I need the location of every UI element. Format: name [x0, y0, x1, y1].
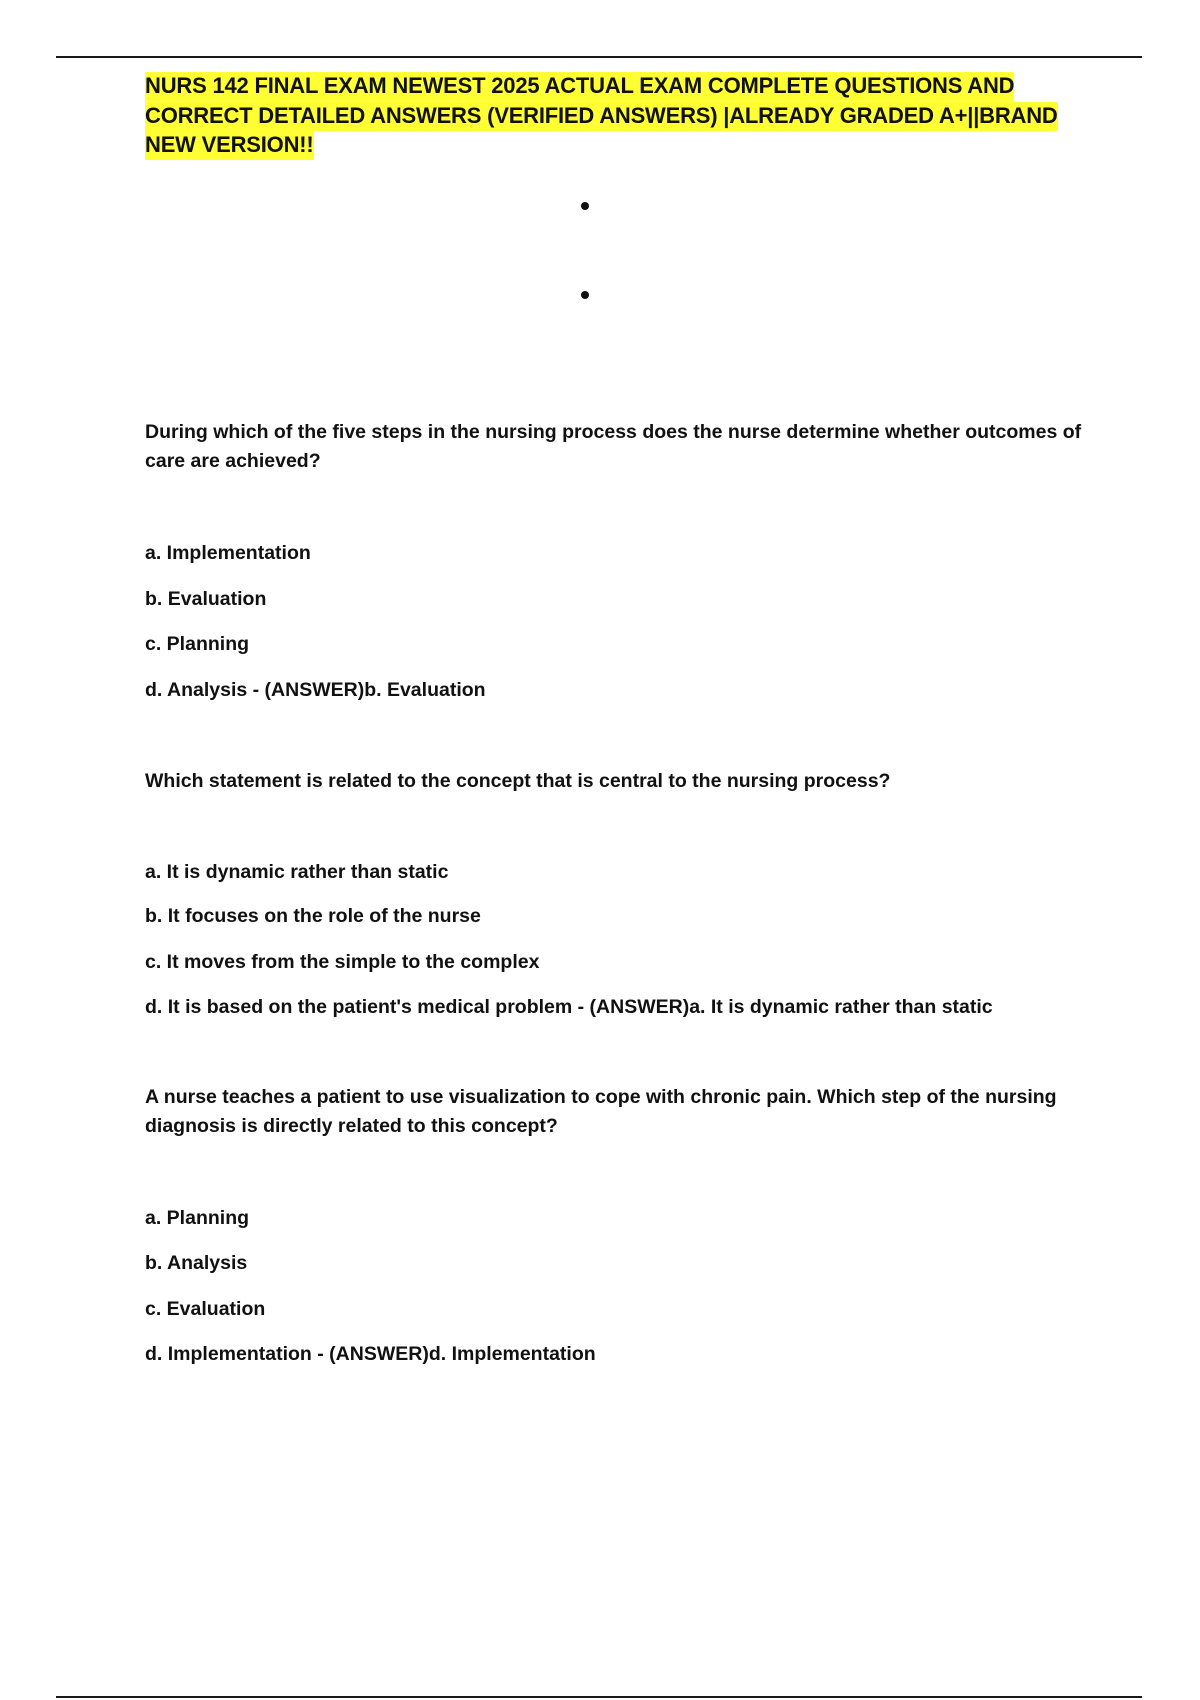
bullet-point-2	[581, 291, 589, 299]
document-title	[145, 71, 1075, 160]
question-2-option-d-answer: d. It is based on the patient's medical problem - (ANSWER)a. It is dynamic rather than static	[145, 996, 993, 1018]
question-2-option-c: c. It moves from the simple to the complex	[145, 951, 540, 973]
top-rule	[56, 56, 1142, 58]
question-1-option-a: a. Implementation	[145, 542, 311, 564]
question-3-option-c: c. Evaluation	[145, 1298, 266, 1320]
question-3-option-b: b. Analysis	[145, 1252, 248, 1274]
question-1-option-d-answer: d. Analysis - (ANSWER)b. Evaluation	[145, 679, 486, 701]
bullet-point-1	[581, 202, 589, 210]
question-3-text: A nurse teaches a patient to use visualization to cope with chronic pain. Which step of the nursing diagnosis is directly related to this concept?	[145, 1086, 1057, 1137]
question-3-option-a: a. Planning	[145, 1207, 250, 1229]
question-2-option-b: b. It focuses on the role of the nurse	[145, 905, 481, 927]
question-2-option-a: a. It is dynamic rather than static	[145, 861, 449, 883]
title-highlight: NURS 142 FINAL EXAM NEWEST 2025 ACTUAL EXAM COMPLETE QUESTIONS AND CORRECT DETAILED ANSWERS (VERIFIED ANSWERS) |ALREADY GRADED A+||BRAND NEW VERSION!!	[145, 72, 1058, 160]
question-1-option-c: c. Planning	[145, 633, 250, 655]
bottom-rule	[56, 1696, 1142, 1698]
question-2-text: Which statement is related to the concept that is central to the nursing process?	[145, 770, 891, 792]
question-3-option-d-answer: d. Implementation - (ANSWER)d. Implementation	[145, 1343, 596, 1365]
question-1-option-b: b. Evaluation	[145, 588, 267, 610]
question-1-text: During which of the five steps in the nursing process does the nurse determine whether outcomes of care are achieved?	[145, 421, 1082, 472]
